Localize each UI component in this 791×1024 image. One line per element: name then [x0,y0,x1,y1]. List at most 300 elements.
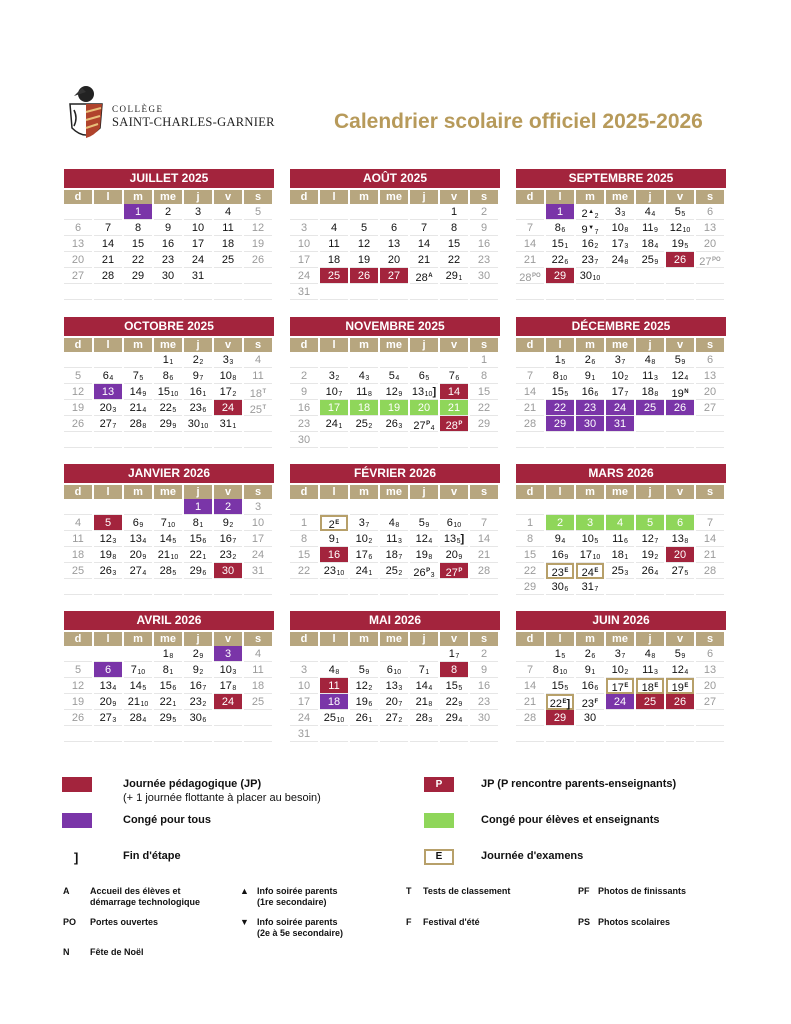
day-cell: 9 [154,220,182,236]
day-cell: 4 [214,204,242,220]
day-cell: 2 [470,646,498,662]
day-cell: 15 [516,547,544,563]
day-cell: $29_9$ [154,416,182,432]
day-cell: 1 [516,515,544,531]
day-cell [184,579,212,595]
weekday-label: l [94,632,122,646]
day-cell [290,579,318,595]
day-cell [470,726,498,742]
day-cell: $2^E$ [320,515,348,531]
day-cell: $2_9$ [184,646,212,662]
day-cell: $26_1$ [350,710,378,726]
day-cell: 12 [64,678,92,694]
day-cell: 19 [64,694,92,710]
day-cell [184,284,212,300]
day-cell: 19 [244,236,272,252]
day-cell: $1_5$ [546,646,574,662]
day-cell: $27_4$ [124,563,152,579]
day-cell: $1_7$ [440,646,468,662]
day-cell: $3_7$ [606,646,634,662]
e-label: Journée d'examens [481,850,584,862]
day-cell: 26 [666,252,694,268]
day-cell: $9_1$ [320,531,348,547]
day-cell: $13_4$ [94,678,122,694]
day-cell: $23^F$ [576,694,604,710]
day-cell [546,432,574,448]
day-cell: 21 [410,252,438,268]
day-cell [440,726,468,742]
day-cell: $27_2$ [380,710,408,726]
day-cell: 7 [470,515,498,531]
day-cell [516,284,544,300]
day-cell: 7 [516,220,544,236]
weekday-label: m [350,485,378,499]
day-cell [290,499,318,515]
day-cell [244,710,272,726]
day-cell: $25_3$ [606,563,634,579]
day-cell: 22 [470,400,498,416]
weekday-header [64,190,274,204]
day-cell: 21 [94,252,122,268]
day-cell: 30 [470,710,498,726]
day-cell: $25_2$ [350,416,378,432]
day-cell: 20 [696,678,724,694]
day-cell: $21_{10}$ [124,694,152,710]
page-title: Calendrier scolaire officiel 2025-2026 [334,110,703,133]
day-cell [124,646,152,662]
month-title: OCTOBRE 2025 [64,317,274,336]
weekday-label: m [124,190,152,204]
day-cell [350,646,378,662]
day-cell: $8_{10}$ [546,368,574,384]
day-cell: $16_7$ [184,678,212,694]
day-cell: 24 [244,547,272,563]
day-cell: 20 [64,252,92,268]
weekday-label: me [380,190,408,204]
day-cell: 22 [516,563,544,579]
day-cell: $10_2$ [606,662,634,678]
day-cell: $2_6$ [576,646,604,662]
day-cell: $12_2$ [350,678,378,694]
day-cell: $10_7$ [320,384,348,400]
day-cell [440,284,468,300]
day-cell: 13 [380,236,408,252]
day-cell: $2_2$ [184,352,212,368]
day-cell: 4 [244,352,272,368]
day-grid [290,646,500,742]
weekday-label: s [696,338,724,352]
day-cell [214,710,242,726]
month-title: JUIN 2026 [516,611,726,630]
day-cell: 18 [350,400,378,416]
day-cell: 24 [606,694,634,710]
green-swatch [424,813,454,828]
weekday-label: me [154,485,182,499]
day-cell: 21 [516,252,544,268]
day-cell: 11 [64,531,92,547]
day-cell: $8_{10}$ [546,662,574,678]
day-cell [380,499,408,515]
day-cell: $26_3$ [380,416,408,432]
day-cell: 17 [290,252,318,268]
day-cell: $30_6$ [184,710,212,726]
day-cell: 16 [470,236,498,252]
day-cell: 20 [410,400,438,416]
day-cell: $31_7$ [576,579,604,595]
day-cell [94,432,122,448]
day-cell: $20_9$ [94,694,122,710]
month-title: AVRIL 2026 [64,611,274,630]
day-cell: $17_6$ [350,547,378,563]
day-cell [666,284,694,300]
day-cell: $13_5$] [440,531,468,547]
weekday-label: me [606,338,634,352]
day-cell [576,726,604,742]
day-cell: 24 [214,400,242,416]
day-cell [410,646,438,662]
day-cell: $24^E$ [576,563,604,579]
day-cell [470,499,498,515]
day-cell: $13_4$ [124,531,152,547]
day-cell [244,284,272,300]
p-swatch: P [424,777,454,792]
day-cell: 1 [290,515,318,531]
day-cell: 2 [290,368,318,384]
abbr-text: Info soirée parents (2e à 5e secondaire) [257,917,344,938]
day-cell [154,499,182,515]
day-cell [244,268,272,284]
day-cell [154,432,182,448]
weekday-label: l [94,338,122,352]
day-cell: 28 [696,563,724,579]
weekday-header [290,485,500,499]
college-crest-icon [64,82,108,146]
day-cell: 22 [546,400,574,416]
weekday-label: s [244,632,272,646]
day-cell: 1 [184,499,212,515]
p-label: JP (P rencontre parents-enseignants) [481,778,677,790]
weekday-label: l [94,190,122,204]
day-cell: 4 [606,515,634,531]
day-cell: 12 [350,236,378,252]
day-cell [410,499,438,515]
day-cell: $12_4$ [410,531,438,547]
day-cell: $9_7$ [184,368,212,384]
day-cell: 6 [696,204,724,220]
weekday-label: l [320,338,348,352]
day-cell: $18_7$ [380,547,408,563]
weekday-label: l [546,485,574,499]
day-cell [516,432,544,448]
day-cell: $10_2$ [350,531,378,547]
day-grid [516,499,726,595]
weekday-label: m [576,190,604,204]
day-cell [350,432,378,448]
day-cell: 6 [696,352,724,368]
day-cell: $12_4$ [666,662,694,678]
day-cell: 12 [64,384,92,400]
day-cell: 8 [516,531,544,547]
weekday-label: j [410,338,438,352]
day-cell: 14 [470,531,498,547]
weekday-label: d [516,338,544,352]
day-cell: 4 [320,220,348,236]
day-cell: $19_5$ [666,236,694,252]
day-grid [290,352,500,448]
weekday-label: me [380,338,408,352]
conge-swatch [62,813,92,828]
day-cell: 14 [516,236,544,252]
day-cell [516,646,544,662]
day-cell: $22_5$ [154,400,182,416]
day-cell: $16_1$ [184,384,212,400]
day-cell [516,352,544,368]
fin-symbol: ] [74,850,79,865]
month-6 [64,464,274,595]
weekday-label: d [516,190,544,204]
day-cell: $22_6$ [546,252,574,268]
weekday-label: m [350,632,378,646]
weekday-label: me [606,190,634,204]
day-cell [636,416,664,432]
day-cell: $27^{PO}$ [696,252,724,268]
day-cell: $25^T$ [244,400,272,416]
weekday-label: me [154,190,182,204]
day-cell: $17_8$ [214,678,242,694]
day-cell: 28 [470,563,498,579]
day-cell: $3_2$ [320,368,348,384]
day-cell: 27 [380,268,408,284]
day-cell [184,432,212,448]
day-cell: 14 [440,384,468,400]
month-title: AOÛT 2025 [290,169,500,188]
day-cell: $11_3$ [636,368,664,384]
day-cell: $17_7$ [606,384,634,400]
day-cell: 11 [320,236,348,252]
day-cell: $28_8$ [124,416,152,432]
day-cell: $15_6$ [184,531,212,547]
day-cell: 10 [290,236,318,252]
day-cell: $1_8$ [154,646,182,662]
day-cell [64,432,92,448]
day-cell: 25 [636,400,664,416]
day-cell: $24_1$ [350,563,378,579]
day-cell: $18^E$ [636,678,664,694]
day-cell: $16_6$ [576,384,604,400]
day-cell [516,204,544,220]
day-cell [546,499,574,515]
day-cell [636,432,664,448]
day-cell: $31_1$ [214,416,242,432]
day-cell: 13 [64,236,92,252]
abbr-text: Festival d'été [423,917,480,927]
day-grid [516,352,726,448]
day-cell: 21 [470,547,498,563]
day-cell: 15 [470,384,498,400]
day-cell: 31 [290,726,318,742]
day-cell: $6_4$ [94,368,122,384]
day-cell: $28^P$ [440,416,468,432]
day-cell: $11_8$ [350,384,378,400]
abbr-text: Tests de classement [423,886,511,896]
day-cell [666,432,694,448]
day-cell: 17 [184,236,212,252]
day-cell [636,284,664,300]
month-5 [516,317,726,448]
day-cell: 14 [696,531,724,547]
weekday-label: s [244,190,272,204]
day-cell: $6_{10}$ [380,662,408,678]
day-cell: $27^P$ [440,563,468,579]
day-cell: $16_7$ [214,531,242,547]
day-cell: 25 [64,563,92,579]
day-cell: 27 [64,268,92,284]
month-title: MARS 2026 [516,464,726,483]
day-cell: $28_4$ [124,710,152,726]
day-cell [214,726,242,742]
day-cell [470,432,498,448]
day-cell: 5 [94,515,122,531]
day-cell: $23^E$ [546,563,574,579]
day-cell [696,284,724,300]
abbr-code: ▼ [240,917,249,927]
abbr-text: Fête de Noël [90,947,144,957]
day-cell: 31 [184,268,212,284]
day-cell: 14 [516,384,544,400]
day-cell: 30 [576,416,604,432]
day-cell [124,726,152,742]
day-cell: $26_4$ [636,563,664,579]
day-cell: $14_4$ [410,678,438,694]
month-9 [64,611,274,742]
day-cell: 24 [290,710,318,726]
day-cell: 18 [320,252,348,268]
day-cell: 7 [516,368,544,384]
day-cell: $12_3$ [94,531,122,547]
day-cell: 6 [380,220,408,236]
weekday-label: m [350,338,378,352]
day-cell [94,204,122,220]
day-cell: $29_6$ [184,563,212,579]
month-0 [64,169,274,300]
day-cell [244,579,272,595]
day-cell [606,579,634,595]
day-cell: $7_{10}$ [154,515,182,531]
day-cell: $3_3$ [214,352,242,368]
day-cell: 15 [290,547,318,563]
day-cell: 25 [320,268,348,284]
day-cell: 26 [64,416,92,432]
day-cell: 18 [64,547,92,563]
day-cell [64,284,92,300]
day-cell: $23_7$ [576,252,604,268]
day-cell [606,726,634,742]
day-cell [546,284,574,300]
day-cell: $19^N$ [666,384,694,400]
day-cell [350,352,378,368]
day-cell: $28_5$ [154,563,182,579]
month-title: JUILLET 2025 [64,169,274,188]
day-cell: $10_8$ [214,368,242,384]
day-cell: 14 [410,236,438,252]
day-cell: 9 [290,384,318,400]
weekday-label: s [696,190,724,204]
day-cell: $15_1$ [546,236,574,252]
weekday-label: s [244,338,272,352]
day-cell: $9_1$ [576,368,604,384]
day-cell: 3 [184,204,212,220]
day-cell: $17_{10}$ [576,547,604,563]
weekday-label: v [440,190,468,204]
day-cell: 25 [214,252,242,268]
day-cell [350,204,378,220]
day-cell [696,432,724,448]
day-cell: 17 [320,400,348,416]
day-cell: 3 [290,662,318,678]
abbr-code: F [406,917,412,927]
weekday-label: m [124,338,152,352]
day-cell: $19_8$ [94,547,122,563]
day-cell: 29 [546,268,574,284]
day-grid [516,204,726,300]
day-cell: $9^▼_7$ [576,220,604,236]
day-cell: 24 [606,400,634,416]
weekday-label: j [636,485,664,499]
jp-label: Journée pédagogique (JP) [123,778,262,790]
day-cell: 8 [124,220,152,236]
day-cell: $14_5$ [124,678,152,694]
day-cell: 13 [696,662,724,678]
weekday-label: v [214,190,242,204]
day-cell: $25_9$ [636,252,664,268]
weekday-label: v [440,632,468,646]
day-cell [154,726,182,742]
day-cell: 10 [184,220,212,236]
day-cell: 1 [124,204,152,220]
day-cell: 20 [696,384,724,400]
day-cell: $17_2$ [214,384,242,400]
day-cell [576,499,604,515]
day-cell: $11_3$ [636,662,664,678]
weekday-label: me [606,632,634,646]
weekday-label: v [440,485,468,499]
day-cell: $20_7$ [380,694,408,710]
day-cell: $23_6$ [184,400,212,416]
weekday-label: v [666,190,694,204]
day-cell [696,579,724,595]
weekday-label: v [214,485,242,499]
day-cell [64,204,92,220]
day-cell: 18 [320,694,348,710]
month-title: SEPTEMBRE 2025 [516,169,726,188]
day-cell [290,352,318,368]
day-cell: 27 [696,400,724,416]
weekday-label: m [124,632,152,646]
day-cell: 6 [64,220,92,236]
weekday-label: s [470,338,498,352]
weekday-header [290,338,500,352]
weekday-label: me [154,338,182,352]
day-cell: $5_9$ [666,352,694,368]
weekday-header [290,632,500,646]
day-cell: $22_9$ [440,694,468,710]
day-cell [154,579,182,595]
day-cell: 21 [696,547,724,563]
day-cell: $24_1$ [320,416,348,432]
day-cell: 16 [320,547,348,563]
weekday-header [516,485,726,499]
month-title: MAI 2026 [290,611,500,630]
